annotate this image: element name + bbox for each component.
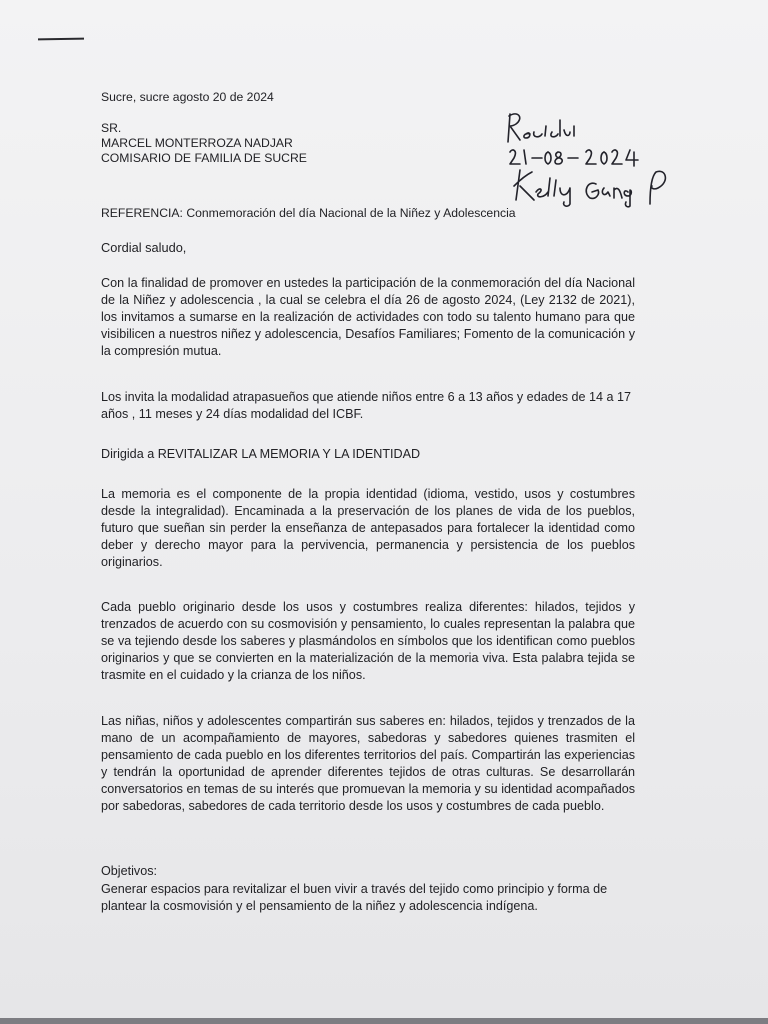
recipient-name: MARCEL MONTERROZA NADJAR (101, 136, 293, 150)
recipient-role: COMISARIO DE FAMILIA DE SUCRE (101, 151, 307, 165)
objectives-text: Generar espacios para revitalizar el buen vivir a través del tejido como principio y forma de plantear la cosmovisión y el pensamiento de la niñez y adolescencia indígena. (101, 882, 608, 913)
salutation-title: SR. (101, 121, 122, 135)
section-heading: Dirigida a REVITALIZAR LA MEMORIA Y LA IDENTIDAD (101, 447, 421, 461)
paragraph-memory: La memoria es el componente de la propia identidad (idioma, vestido, usos y costumbres desde la integralidad). Encaminada a la preservación de los planes de vida de los pueblos, futuro que sueñan sin perder la enseñanza de antepasados para fortalecer la identidad como deber y derecho mayor para la pervivencia, permanencia y persistencia de los pueblos originarios. (101, 487, 635, 569)
pen-mark (38, 38, 84, 41)
paragraph-weaving: Cada pueblo originario desde los usos y costumbres realiza diferentes: hilados, tejidos y trenzados de acuerdo con su cosmovisión y pensamiento, lo cuales representan la palabra que se va tejiendo desde los saberes y plasmándolos en símbolos que los identifican como pueblos originarios y que se convierten en la materialización de la memoria viva. Esta palabra tejida se trasmite en el cuidado y la crianza de los niños. (101, 600, 635, 682)
paragraph-knowledge: Las niñas, niños y adolescentes compartirán sus saberes en: hilados, tejidos y trenzados de la mano de un acompañamiento de mayores, sabedoras y sabedores quienes trasmiten el pensamiento de cada pueblo en los diferentes territorios del país. Compartirán las experiencias y tendrán la oportunidad de aprender diferentes tejidos de otras culturas. Se desarrollarán conversatorios en temas de su interés que promuevan la memoria y su identidad acompañados por sabedoras, sabedores de cada territorio desde los usos y costumbres de cada pueblo. (101, 714, 635, 813)
paragraph-modality: Los invita la modalidad atrapasueños que atiende niños entre 6 a 13 años y edades de 14 a 17 años , 11 meses y 24 días modalidad del ICBF. (101, 390, 632, 421)
handwritten-receipt-note (500, 108, 690, 208)
scan-bottom-edge (0, 1018, 768, 1024)
paragraph-invitation: Con la finalidad de promover en ustedes la participación de la conmemoración del día Nacional de la Niñez y adolescencia , la cual se celebra el día 26 de agosto 2024, (Ley 2132 de 2021), los invitamos a sumarse en la realización de actividades con todo su talento humano para que visibilicen a nuestros niñez y adolescencia, Desafíos Familiares; Fomento de la comunicación y la compresión mutua. (101, 276, 635, 358)
reference-line: REFERENCIA: Conmemoración del día Nacional de la Niñez y Adolescencia (101, 206, 516, 220)
receipt-signature-drawing (500, 108, 690, 208)
greeting: Cordial saludo, (101, 240, 187, 255)
objectives-label: Objetivos: (101, 864, 157, 878)
place-date: Sucre, sucre agosto 20 de 2024 (101, 90, 274, 104)
